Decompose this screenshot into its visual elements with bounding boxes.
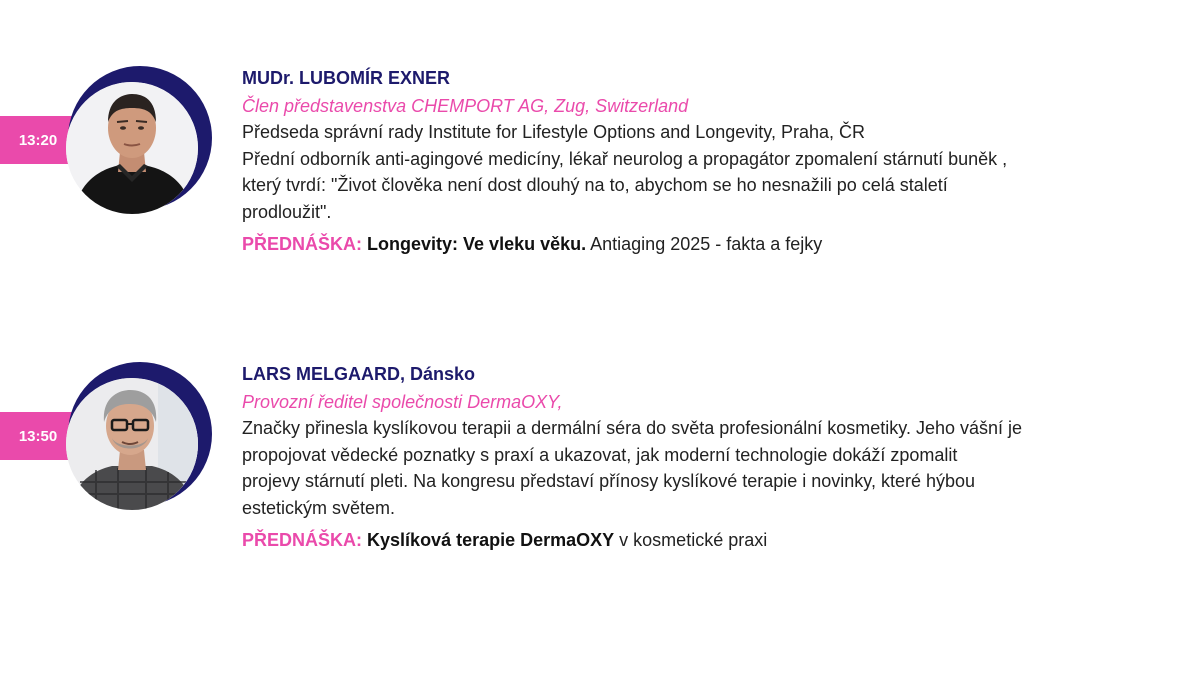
speaker-role: Provozní ředitel společnosti DermaOXY,: [242, 392, 563, 412]
talk-title: Longevity: Ve vleku věku.: [367, 234, 587, 254]
speaker-photo: [66, 362, 212, 512]
speaker-role: Člen představenstva CHEMPORT AG, Zug, Switzerland: [242, 96, 689, 116]
bio-line: estetickým světem.: [242, 497, 396, 518]
speaker-name: MUDr. LUBOMÍR EXNER: [242, 68, 451, 88]
portrait-man-black-shirt: [66, 82, 198, 214]
speaker-name: LARS MELGAARD, Dánsko: [242, 364, 476, 384]
bio-line: propojovat vědecké poznatky s praxí a ukazovat, jak moderní technologie dokáží zpomalit: [242, 444, 958, 465]
talk-subtitle: v kosmetické praxi: [619, 530, 768, 550]
speaker-photo: [66, 66, 212, 216]
talk-line: [242, 527, 1142, 553]
talk-subtitle: Antiaging 2025 - fakta a fejky: [590, 234, 823, 254]
bio-line: Značky přinesla kyslíkovou terapii a dermální séra do světa profesionální kosmetiky. Jeho vášní je: [242, 418, 1023, 438]
bio-line: Předseda správní rady Institute for Lifestyle Options and Longevity, Praha, ČR: [242, 122, 865, 142]
bio-line: Přední odborník anti-agingové medicíny, lékař neurolog a propagátor zpomalení stárnutí buněk ,: [242, 148, 1008, 169]
talk-label: PŘEDNÁŠKA:: [242, 530, 363, 550]
time-badge: 13:20: [0, 116, 76, 164]
bio-line: prodloužit".: [242, 201, 332, 222]
talk-title: Kyslíková terapie DermaOXY: [367, 530, 615, 550]
speaker-bio: [242, 415, 1142, 521]
speaker-portrait: [66, 378, 198, 510]
speaker-bio: [242, 119, 1142, 225]
portrait-man-glasses-plaid-shirt: [66, 378, 198, 510]
speaker-info: [242, 362, 1142, 553]
talk-line: [242, 231, 1142, 257]
bio-line: projevy stárnutí pleti. Na kongresu představí přínosy kyslíkové terapie i novinky, které hýbou: [242, 471, 976, 491]
speaker-portrait: [66, 82, 198, 214]
time-badge: 13:50: [0, 412, 76, 460]
bio-line: který tvrdí: "Život člověka není dost dlouhý na to, abychom se ho nesnažili po celá staletí: [242, 175, 948, 195]
talk-label: PŘEDNÁŠKA:: [242, 234, 363, 254]
speaker-info: [242, 66, 1142, 257]
